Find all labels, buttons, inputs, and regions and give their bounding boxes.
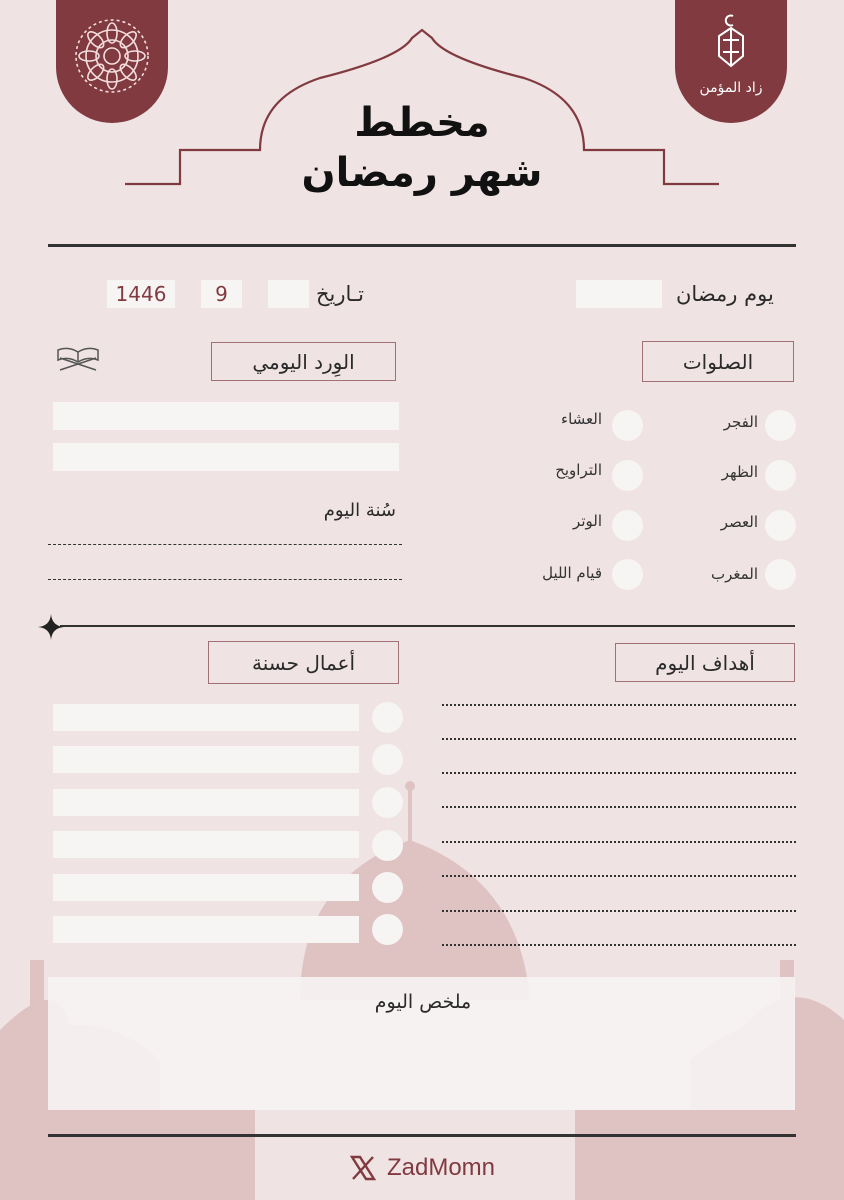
goal-line-1[interactable] <box>442 704 796 706</box>
prayer-maghrib-label: المغرب <box>710 565 758 583</box>
deed-checkbox-4[interactable] <box>372 830 403 861</box>
deed-field-4[interactable] <box>53 831 359 858</box>
good-deeds-heading: أعمال حسنة <box>208 641 399 684</box>
date-month-field[interactable]: 9 <box>201 280 242 308</box>
top-divider <box>48 244 796 247</box>
prayer-fajr-checkbox[interactable] <box>765 410 796 441</box>
daily-wird-heading: الوِرد اليومي <box>211 342 396 381</box>
prayer-fajr-label: الفجر <box>723 413 758 431</box>
deed-checkbox-1[interactable] <box>372 702 403 733</box>
prayer-dhuhr-label: الظهر <box>721 463 758 481</box>
prayer-taraweeh-label: التراويح <box>555 461 602 479</box>
goal-line-3[interactable] <box>442 772 796 774</box>
prayer-witr-label: الوتر <box>573 512 602 530</box>
title-line-1: مخطط <box>354 100 490 146</box>
prayers-heading: الصلوات <box>642 341 794 382</box>
ramadan-day-field[interactable] <box>576 280 662 308</box>
prayer-dhuhr-checkbox[interactable] <box>765 460 796 491</box>
deed-checkbox-5[interactable] <box>372 872 403 903</box>
prayer-isha-label: العشاء <box>561 410 602 428</box>
wird-field-2[interactable] <box>53 443 399 471</box>
footer-handle[interactable]: ZadMomn <box>386 1154 496 1181</box>
date-label: تـاريخ <box>316 282 364 306</box>
deed-field-6[interactable] <box>53 916 359 943</box>
goal-line-8[interactable] <box>442 944 796 946</box>
prayer-witr-checkbox[interactable] <box>612 510 643 541</box>
prayer-taraweeh-checkbox[interactable] <box>612 460 643 491</box>
sunnah-line-2[interactable] <box>48 579 402 580</box>
deed-checkbox-6[interactable] <box>372 914 403 945</box>
ramadan-day-label: يوم رمضان <box>676 282 774 306</box>
brand-name: زاد المؤمن <box>699 80 763 96</box>
x-logo-icon <box>349 1154 377 1182</box>
prayer-maghrib-checkbox[interactable] <box>765 559 796 590</box>
deed-field-2[interactable] <box>53 746 359 773</box>
goal-line-2[interactable] <box>442 738 796 740</box>
prayer-qiyam-label: قيام الليل <box>542 564 602 582</box>
deed-field-1[interactable] <box>53 704 359 731</box>
prayer-qiyam-checkbox[interactable] <box>612 559 643 590</box>
title-line-2: شهر رمضان <box>301 150 543 196</box>
deed-field-3[interactable] <box>53 789 359 816</box>
prayer-asr-label: العصر <box>720 513 758 531</box>
goal-line-4[interactable] <box>442 806 796 808</box>
sparkle-icon <box>38 614 64 640</box>
goal-line-5[interactable] <box>442 841 796 843</box>
summary-label: ملخص اليوم <box>374 991 472 1013</box>
goals-heading: أهداف اليوم <box>615 643 795 682</box>
deed-checkbox-3[interactable] <box>372 787 403 818</box>
quran-book-icon <box>54 344 102 372</box>
date-day-field[interactable] <box>268 280 309 308</box>
goal-line-6[interactable] <box>442 875 796 877</box>
footer <box>0 1148 844 1188</box>
wird-field-1[interactable] <box>53 402 399 430</box>
sunnah-label: سُنة اليوم <box>323 500 396 521</box>
date-year-field[interactable]: 1446 <box>107 280 175 308</box>
sunnah-line-1[interactable] <box>48 544 402 545</box>
bottom-divider <box>48 1134 796 1137</box>
prayer-isha-checkbox[interactable] <box>612 410 643 441</box>
deed-field-5[interactable] <box>53 874 359 901</box>
prayer-asr-checkbox[interactable] <box>765 510 796 541</box>
middle-divider <box>60 625 795 627</box>
deed-checkbox-2[interactable] <box>372 744 403 775</box>
summary-box[interactable] <box>48 977 795 1110</box>
goal-line-7[interactable] <box>442 910 796 912</box>
